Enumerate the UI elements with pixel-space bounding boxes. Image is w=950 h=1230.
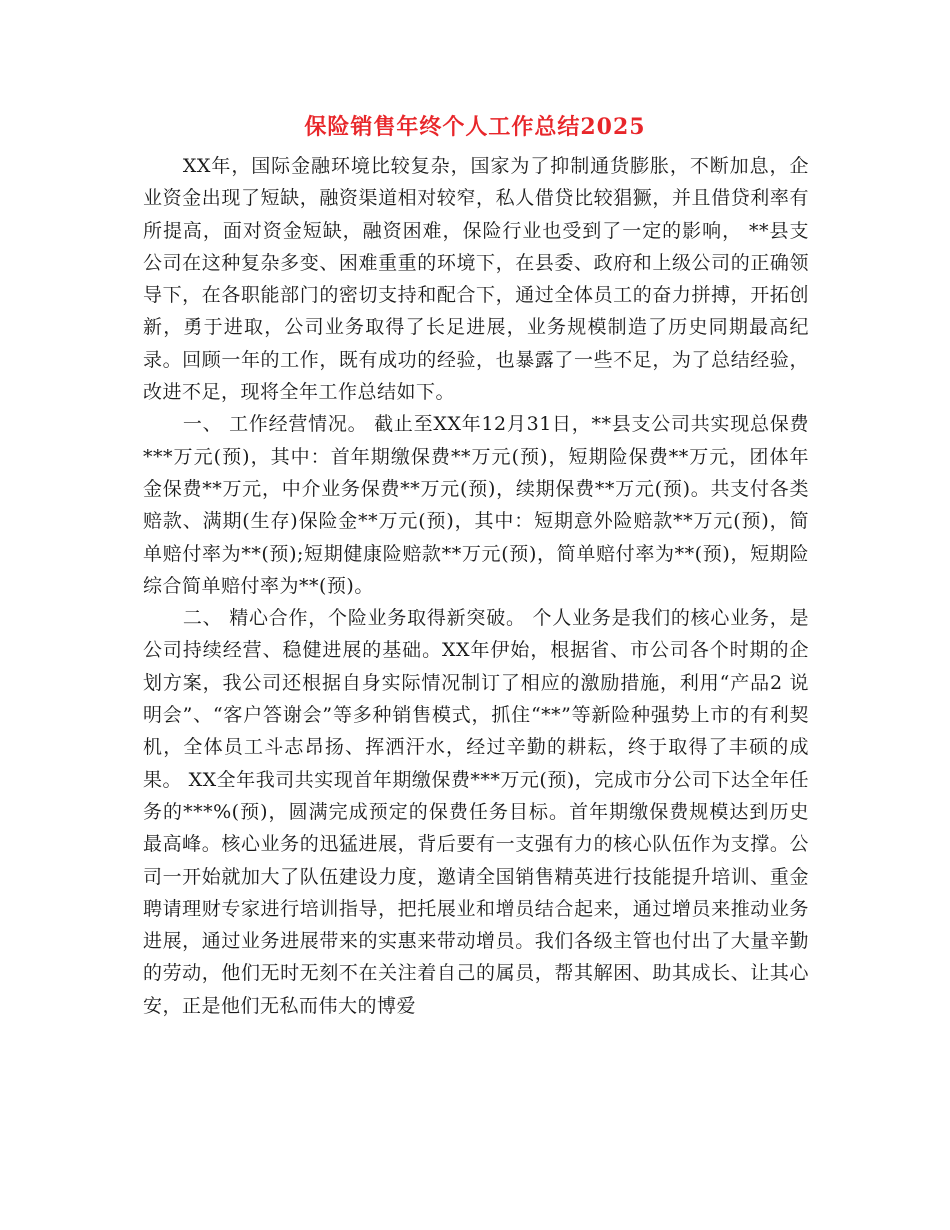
paragraph-intro: XX年，国际金融环境比较复杂，国家为了抑制通货膨胀，不断加息，企业资金出现了短缺，融资渠道相对较窄，私人借贷比较猖獗，并且借贷利率有所提高，面对资金短缺，融资困难，保险行业也受到了一定的影响， **县支公司在这种复杂多变、困难重重的环境下，在县委、政府和上级公司的正确领导下，在各职能部门的密切支持和配合下，通过全体员工的奋力拼搏，开拓创新，勇于进取，公司业务取得了长足进展，业务规模制造了历史同期最高纪录。回顾一年的工作，既有成功的经验，也暴露了一些不足，为了总结经验，改进不足，现将全年工作总结如下。 bbox=[143, 155, 809, 404]
document-title: 保险销售年终个人工作总结2025 bbox=[304, 114, 646, 140]
paragraph-section-2: 二、 精心合作，个险业务取得新突破。 个人业务是我们的核心业务，是公司持续经营、稳健进展的基础。XX年伊始，根据省、市公司各个时期的企划方案，我公司还根据自身实际情况制订了相应的激励措施，利用“产品2 说明会”、“客户答谢会”等多种销售模式，抓住“**”等新险种强势上市的有利契机，全体员工斗志昂扬、挥洒汗水，经过辛勤的耕耘，终于取得了丰硕的成果。 XX全年我司共实现首年期缴保费***万元(预)，完成市分公司下达全年任务的***%(预)，圆满完成预定的保费任务目标。首年期缴保费规模达到历史最高峰。核心业务的迅猛进展，背后要有一支强有力的核心队伍作为支撑。公司一开始就加大了队伍建设力度，邀请全国销售精英进行技能提升培训、重金聘请理财专家进行培训指导，把托展业和增员结合起来，通过增员来推动业务进展，通过业务进展带来的实惠来带动增员。我们各级主管也付出了大量辛勤的劳动，他们无时无刻不在关注着自己的属员，帮其解困、助其成长、让其心安，正是他们无私而伟大的博爱 bbox=[143, 607, 809, 1017]
paragraph-section-1: 一、 工作经营情况。 截止至XX年12月31日，**县支公司共实现总保费***万元(预)，其中：首年期缴保费**万元(预)，短期险保费**万元，团体年金保费**万元，中介业务保费**万元(预)，续期保费**万元(预)。共支付各类赔款、满期(生存)保险金**万元(预)，其中：短期意外险赔款**万元(预)，简单赔付率为**(预);短期健康险赔款**万元(预)，简单赔付率为**(预)，短期险综合简单赔付率为**(预)。 bbox=[143, 413, 809, 597]
document-body bbox=[143, 150, 809, 1022]
